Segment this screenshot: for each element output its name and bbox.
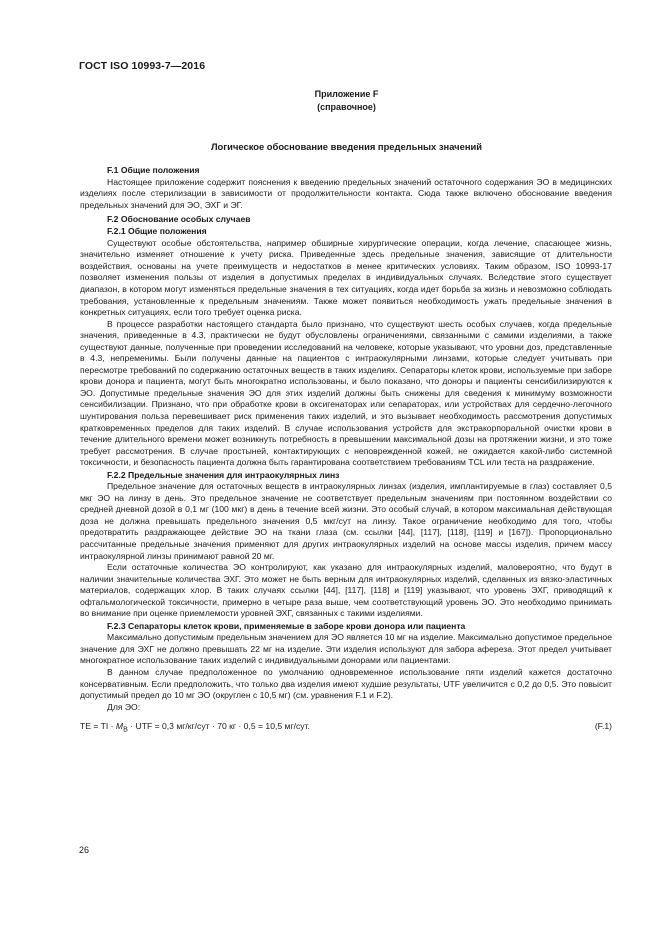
equation-mass-symbol: M bbox=[115, 721, 124, 732]
paragraph: Если остаточные количества ЭО контролируют, как указано для интраокулярных изделий, маловероятно, что будут в наличии значительные количества ЭХГ. Это может не быть верным для интраокулярных изделий, сделанных из вязко-эластичных материалов, содержащих хлор. В таких случаях ссылки [44], [117], [118] и [119] указывают, что уровень ЭХГ, приводящий к офтальмологической токсичности, примерно в четыре раза выше, чем соответствующий уровень ЭО. Это необходимо принимать во внимание при оценке приемлемости уровней ЭХГ, связанных с такими изделиями. bbox=[80, 562, 612, 619]
heading-f21: F.2.1 Общие положения bbox=[107, 226, 207, 237]
equation-subscript: B bbox=[123, 725, 128, 734]
annex-type: (справочное) bbox=[317, 102, 376, 112]
paragraph: Предельное значение для остаточных веществ в интраокулярных линзах (изделия, имплантируемые в глаз) составляет 0,5 мкг ЭО на линзу в день. Это предельное значение не соответствует предельным значениям при постоянном воздействии со средней дневной дозой в 0,1 мг (100 мкг) в день в течение всей жизни. Это особый случай, в котором максимальная действующая доза не должна превышать предельного значения 0,5 мкг/сут на линзу. Такое ограничение необходимо для того, чтобы предотвратить раздражающее действие ЭО на ткани глаза (см. ссылки [44], [117], [118], [119] и [167]). Пропорционально рассчитанные предельные значения применяют для других интраокулярных изделий на основе массы изделия, причем массу интраокулярной линзы принимают равной 20 мг. bbox=[80, 481, 612, 561]
paragraph: В данном случае предположенное по умолчанию одновременное использование пяти изделий кажется достаточно консервативным. Если предположить, что только два изделия имеют худшие результаты, UTF увеличится с 0,2 до 0,5. Это повысит допустимый предел до 10 мг ЭО (округлен с 10,5 мг) (см. уравнения F.1 и F.2). bbox=[80, 667, 612, 701]
heading-f1: F.1 Общие положения bbox=[107, 165, 200, 175]
paragraph: Для ЭО: bbox=[107, 701, 141, 712]
heading-f23: F.2.3 Сепараторы клеток крови, применяемые в заборе крови донора или пациента bbox=[107, 620, 466, 631]
document-body bbox=[80, 164, 612, 736]
section-title: Логическое обоснование введения предельных значений bbox=[210, 141, 483, 152]
annex-title: Приложение F bbox=[314, 89, 379, 99]
heading-f2: F.2 Обоснование особых случаев bbox=[107, 213, 251, 224]
equation-number: (F.1) bbox=[594, 721, 612, 732]
paragraph: Существуют особые обстоятельства, например обширные хирургические операции, когда лечение, спасающее жизнь, значительно изменяет отношение к учету риска. Приведенные здесь предельные значения, зависящие от длительности воздействия, основаны на учете преимуществ и недостатков в менее критических условиях. Таким образом, ISO 10993-17 позволяет изменения пользы от изделия в допустимых пределах в индивидуальных случаях. Вследствие этого существует диапазон, в котором могут изменяться предельные значения в тех ситуациях, когда идет борьба за жизнь и невозможно соблюдать требования, установленные к предельным значениям. Также может появиться необходимость ужать предельные значения в конкретных ситуациях, если того требует оценка риска. bbox=[80, 237, 612, 318]
page-number: 26 bbox=[79, 845, 90, 855]
heading-f22: F.2.2 Предельные значения для интраокулярных линз bbox=[107, 469, 340, 480]
equation-right: · UTF = 0,3 мг/кг/сут · 70 кг · 0,5 = 10,5 мг/сут. bbox=[127, 721, 310, 732]
paragraph: В процессе разработки настоящего стандарта было признано, что существуют шесть особых случаев, когда предельные значения, приведенные в 4.3, практически не будут обусловлены ограничениями, связанными с самими изделиями, а также существуют данные, полученные при проведении исследований на человеке, которые указывают, что уровни доз, представленные в 4.3, непременимы. Были получены данные на пациентов с интраокулярными линзами, которые следует учитывать при пересмотре требований по содержанию остаточных веществ в таких изделиях. Сепараторы клеток крови, используемые при заборе крови донора и пациента, могут быть многократно использованы, и было показано, что доноры и пациенты сенсибилизируются к ЭО. Допустимые предельные значения ЭО для этих изделий должны быть снижены для сведения к минимуму возможности сенсибилизации. Признано, что при обработке крови в оксигенаторах или сепараторах, или устройствах для сердечно-легочного шунтирования польза перевешивает риск применения таких изделий, и это вызывает необходимость рассмотрения допустимых кратковременных пределов для таких изделий. В случае использования устройств для экстракорпоральной очистки крови в течение длительного времени может возникнуть потребность в превышении максимальной дозы на протяжении жизни, и это тоже требует рассмотрения. В случае простыней, контактирующих с неповрежденной кожей, не ожидается какой-либо системной токсичности, и безопасность пациента должна быть гарантирована соответствием требованиям TCL или теста на раздражение. bbox=[80, 318, 612, 468]
paragraph: Настоящее приложение содержит пояснения к введению предельных значений остаточного содержания ЭО в медицинских изделиях после стерилизации в зависимости от продолжительности контакта. Сюда также включено обоснование введения предельных значений для ЭО, ЭХГ и ЭГ. bbox=[80, 176, 612, 210]
paragraph: Максимально допустимым предельным значением для ЭО является 10 мг на изделие. Максимально допустимое предельное значение для ЭХГ не должно превышать 22 мг на изделие. Эти изделия используют для забора афереза. Этот предел учитывает многократное использование таких изделий с индивидуальными донорами или пациентами. bbox=[80, 632, 612, 666]
equation-left: TE = TI · bbox=[80, 721, 116, 732]
document-header: ГОСТ ISO 10993-7—2016 bbox=[79, 60, 206, 72]
equation-f1 bbox=[80, 721, 612, 736]
